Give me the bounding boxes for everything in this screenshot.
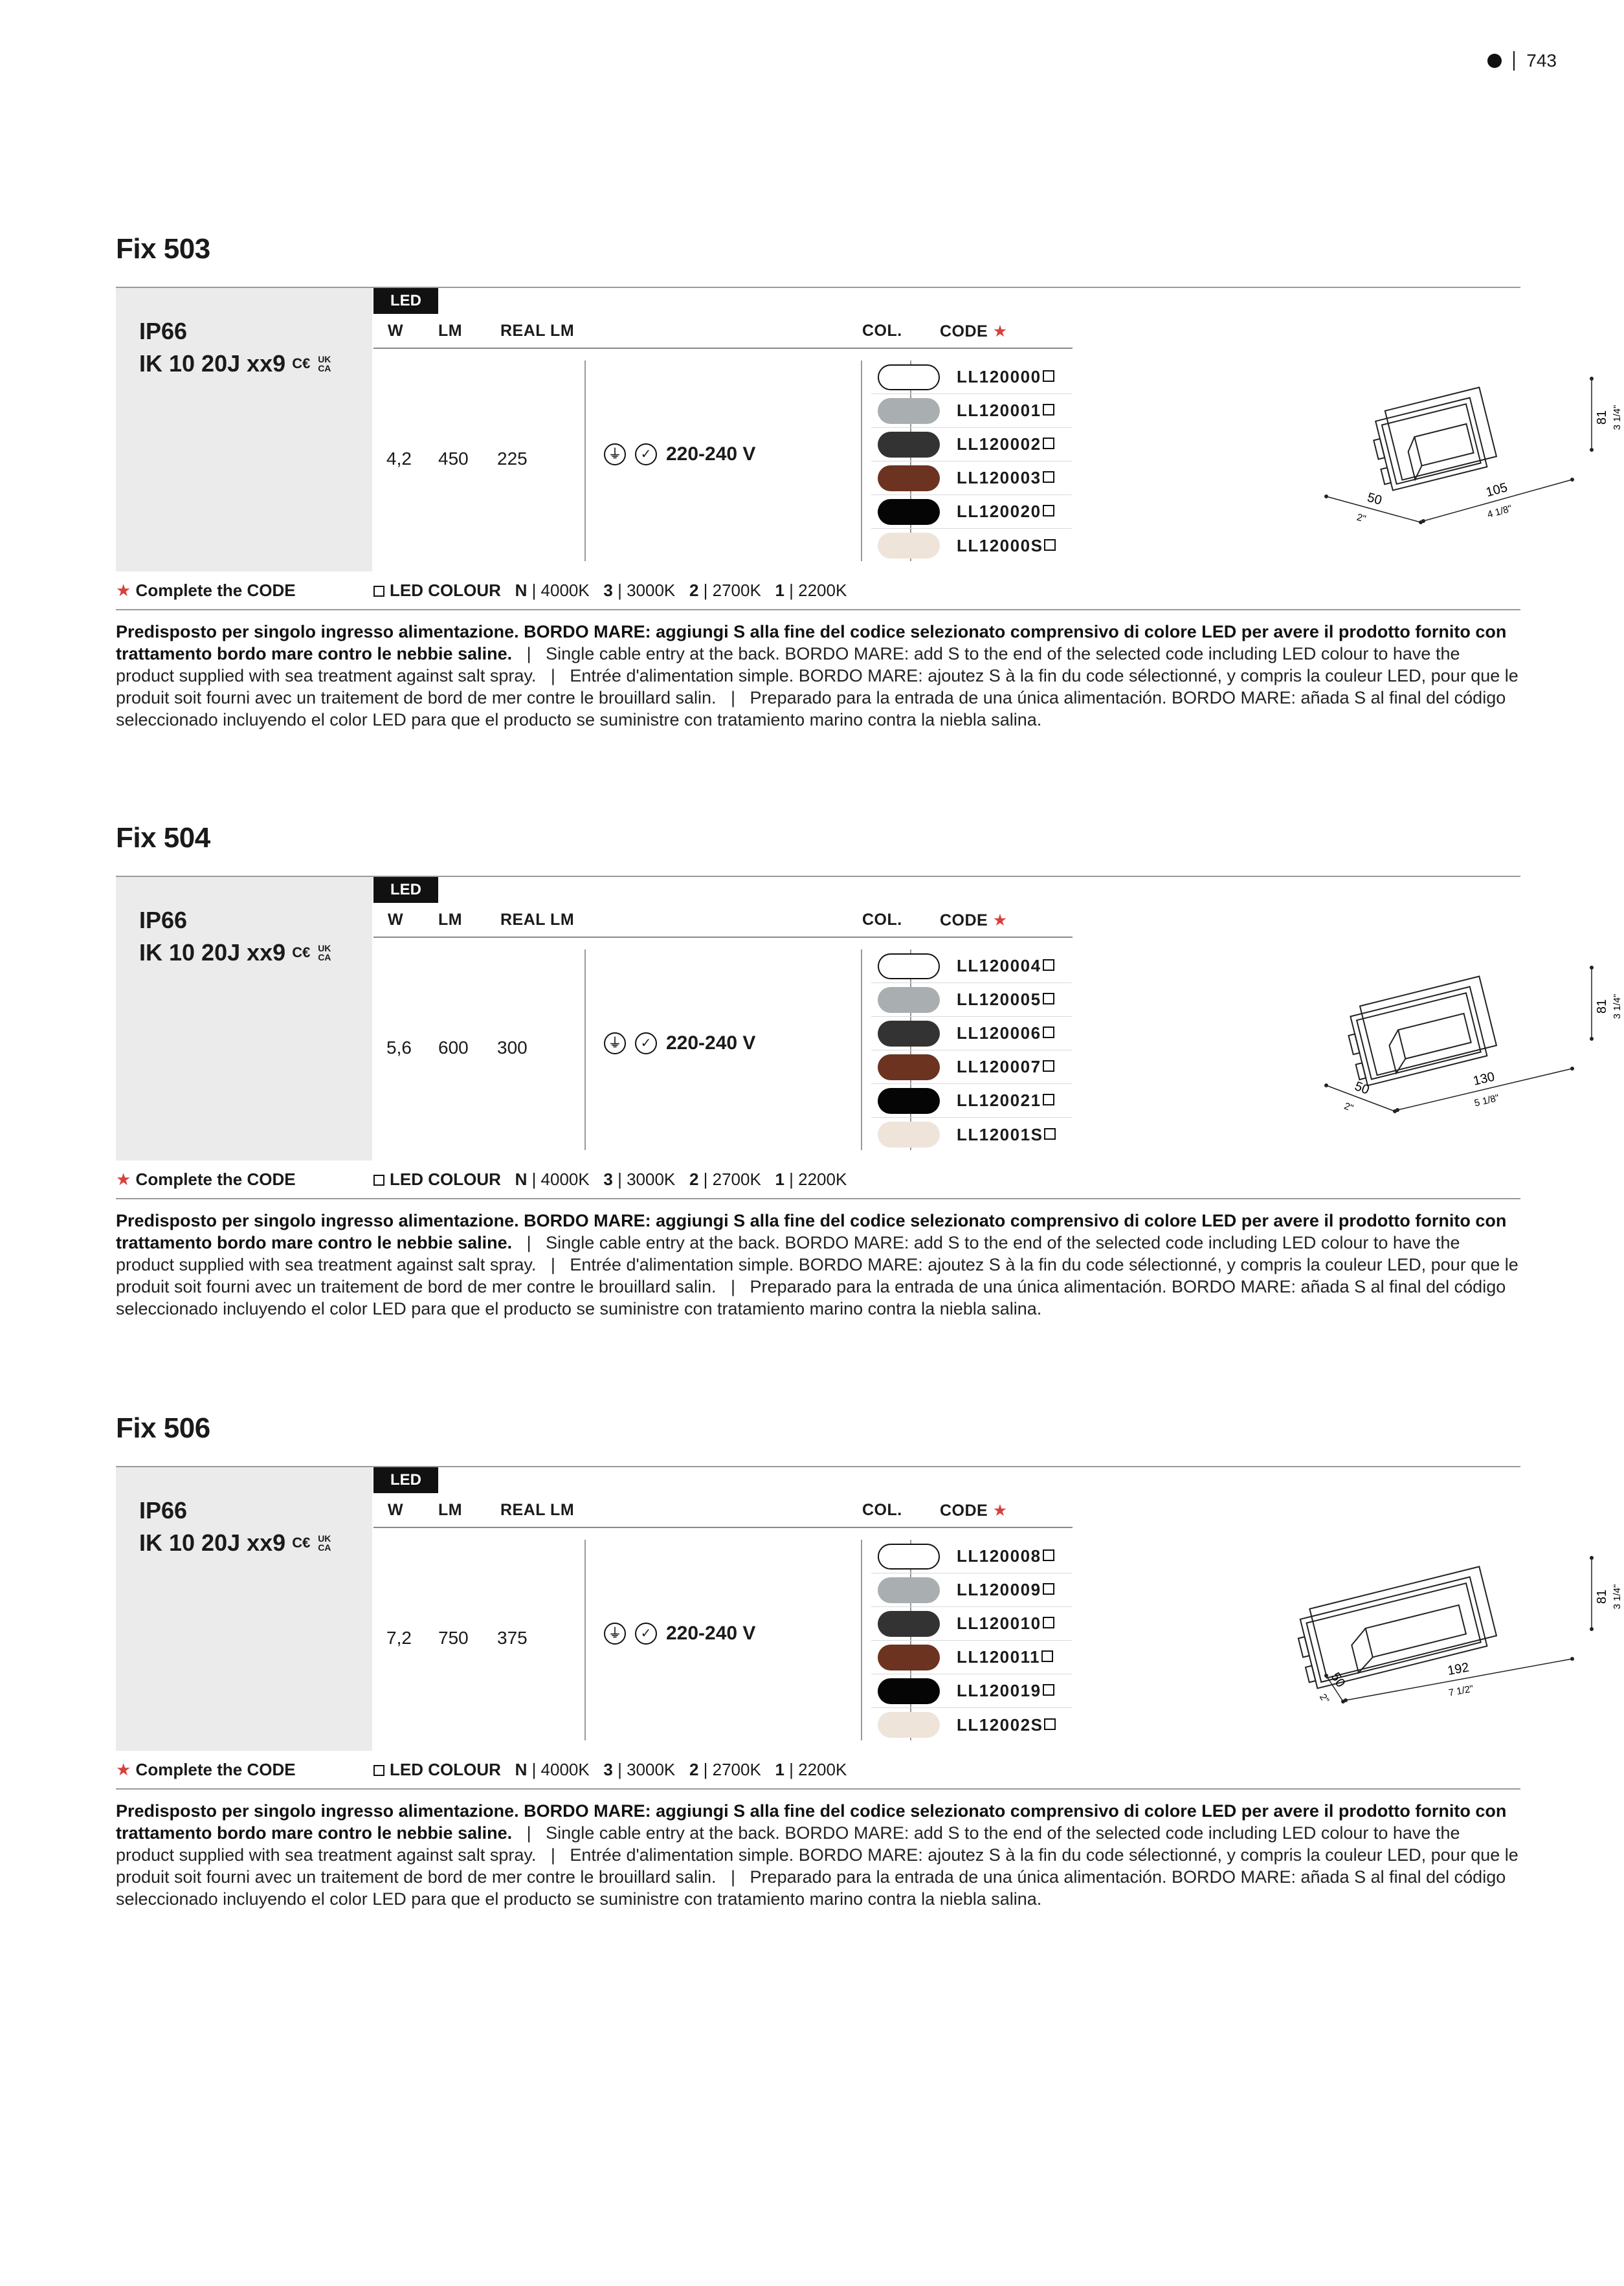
temp-code: N — [515, 580, 528, 600]
color-code-row — [871, 1674, 1072, 1708]
ce-mark-icon: C€ — [292, 1535, 311, 1551]
temp-label: | 2200K — [784, 580, 847, 600]
header-divider — [373, 1527, 1073, 1528]
ik-rating — [139, 937, 372, 969]
height-inch-label: 3 1/4" — [1612, 1584, 1623, 1610]
width-label: 192 — [1446, 1660, 1471, 1678]
product-title: Fix 504 — [116, 822, 210, 854]
dimension-lines — [1324, 966, 1623, 1114]
color-swatch — [878, 1544, 940, 1570]
column-divider — [584, 949, 586, 1150]
color-swatch — [878, 1678, 940, 1704]
color-swatch — [878, 398, 940, 424]
color-swatch — [878, 1054, 940, 1080]
product-code: LL120002 — [957, 434, 1054, 454]
col-header-real-lm: REAL LM — [500, 322, 575, 340]
desc-en: Single cable entry at the back. BORDO MARE: add S to the end of the selected code including LED colour to have the product supplied with sea treatment against salt spray. — [116, 1233, 1460, 1274]
product-drawing — [1313, 353, 1624, 553]
check-circle-icon: ✓ — [635, 443, 657, 465]
product-code: LL12002S — [957, 1715, 1056, 1735]
led-badge: LED — [373, 1467, 438, 1493]
code-suffix-box-icon — [1043, 1684, 1054, 1696]
spec-table — [116, 876, 1623, 1160]
desc-italian: Predisposto per singolo ingresso alimentazione. BORDO MARE: aggiungi S alla fine del codice selezionato comprensivo di colore LED per avere il prodotto fornito con trattamento bordo mare contro le nebbie saline. — [116, 622, 1507, 663]
width-inch-label: 4 1/8" — [1485, 503, 1513, 521]
product-code: LL120006 — [957, 1023, 1054, 1043]
height-inch-label: 3 1/4" — [1612, 993, 1623, 1019]
product-code: LL120005 — [957, 990, 1054, 1010]
led-colour-options — [373, 1170, 847, 1190]
temp-label: | 2700K — [698, 1759, 761, 1779]
col-header-w: W — [388, 1501, 404, 1519]
ip-rating: IP66 — [139, 1497, 188, 1524]
depth-label: 50 — [1328, 1670, 1348, 1691]
checkbox-icon — [373, 1175, 384, 1186]
product-code: LL120003 — [957, 468, 1054, 488]
description: Predisposto per singolo ingresso alimentazione. BORDO MARE: aggiungi S alla fine del codice selezionato comprensivo di colore LED per avere il prodotto fornito con trattamento bordo mare contro le nebbie saline. | Single cable entry at the back. BORDO MARE: add S to the end of the selected code including LED colour to have the product supplied with sea treatment against salt spray. | Entrée d'alimentation simple. BORDO MARE: ajoutez S à la fin du code sélectionné, y compris la couleur LED, pour que le produit soit fourni avec un traitement de bord de mer contre le brouillard salin. | Preparado para la entrada de una única alimentación. BORDO MARE: añada S al final del código seleccionado incluyendo el color LED para que el producto se suministre con tratamiento marino contra la niebla salina. — [116, 1211, 1518, 1318]
color-swatch — [878, 987, 940, 1013]
color-code-row — [871, 461, 1072, 495]
desc-fr: Entrée d'alimentation simple. BORDO MARE: ajoutez S à la fin du code sélectionné, y compris la couleur LED, pour que le produit soit fourni avec un traitement de bord de mer contre le brouillard salin. — [116, 1255, 1518, 1296]
check-circle-icon: ✓ — [635, 1623, 657, 1645]
color-code-row — [871, 1708, 1072, 1742]
col-header-code: CODE ★ — [940, 322, 1008, 340]
code-suffix-box-icon — [1043, 1060, 1054, 1072]
color-swatch — [878, 1645, 940, 1670]
led-colour-options — [373, 581, 847, 601]
column-divider — [861, 1540, 862, 1740]
depth-inch-label: 2" — [1317, 1692, 1331, 1705]
col-header-w: W — [388, 911, 404, 929]
desc-en: Single cable entry at the back. BORDO MARE: add S to the end of the selected code including LED colour to have the product supplied with sea treatment against salt spray. — [116, 1823, 1460, 1865]
ik-rating — [139, 348, 372, 380]
desc-fr: Entrée d'alimentation simple. BORDO MARE: ajoutez S à la fin du code sélectionné, y compris la couleur LED, pour que le produit soit fourni avec un traitement de bord de mer contre le brouillard salin. — [116, 1845, 1518, 1887]
page-header — [1487, 50, 1557, 71]
col-header-code: CODE ★ — [940, 1502, 1008, 1520]
col-header-col: COL. — [862, 322, 902, 340]
voltage-spec — [604, 1623, 755, 1645]
temp-code: N — [515, 1169, 528, 1189]
certification-box — [116, 288, 372, 572]
code-suffix-box-icon — [1043, 1549, 1054, 1561]
spec-table — [116, 1466, 1623, 1751]
desc-italian: Predisposto per singolo ingresso alimentazione. BORDO MARE: aggiungi S alla fine del codice selezionato comprensivo di colore LED per avere il prodotto fornito con trattamento bordo mare contro le nebbie saline. — [116, 1211, 1507, 1252]
color-code-row — [871, 949, 1072, 983]
temp-code: 3 — [603, 1759, 613, 1779]
col-header-col: COL. — [862, 911, 902, 929]
code-suffix-box-icon — [1043, 1026, 1054, 1038]
product-code: LL120021 — [957, 1091, 1054, 1111]
product-code: LL120008 — [957, 1546, 1054, 1566]
ukca-mark-icon: UK CA — [318, 354, 331, 373]
ukca-mark-icon: UK CA — [318, 1533, 331, 1553]
color-swatch — [878, 953, 940, 979]
code-suffix-box-icon — [1043, 404, 1054, 416]
product-section-2 — [116, 1409, 1623, 1910]
star-icon: ★ — [116, 580, 131, 600]
header-divider — [373, 348, 1073, 349]
star-icon: ★ — [992, 1502, 1008, 1520]
depth-label: 50 — [1352, 1079, 1372, 1098]
color-code-row — [871, 1084, 1072, 1118]
star-icon: ★ — [116, 1169, 131, 1189]
ik-rating — [139, 1527, 372, 1559]
col-header-real-lm: REAL LM — [500, 1501, 575, 1519]
col-header-real-lm: REAL LM — [500, 911, 575, 929]
temp-label: | 2200K — [784, 1759, 847, 1779]
col-header-lm: LM — [438, 911, 463, 929]
led-badge: LED — [373, 877, 438, 903]
temp-label: | 2700K — [698, 1169, 761, 1189]
code-builder-row — [116, 1160, 1520, 1199]
desc-es: Preparado para la entrada de una única alimentación. BORDO MARE: añada S al final del código seleccionado incluyendo el color LED para que el producto se suministre con tratamiento marino contra la niebla salina. — [116, 1277, 1506, 1318]
height-label: 81 — [1595, 1589, 1609, 1604]
color-code-row — [871, 983, 1072, 1017]
temp-label: | 4000K — [527, 1759, 590, 1779]
ip-rating: IP66 — [139, 907, 188, 933]
temp-label: | 2200K — [784, 1169, 847, 1189]
value-real-lm: 225 — [497, 449, 528, 469]
ce-mark-icon: C€ — [292, 944, 311, 960]
color-code-row — [871, 1118, 1072, 1151]
page-number: 743 — [1526, 50, 1557, 71]
product-code: LL120004 — [957, 956, 1054, 976]
led-badge: LED — [373, 288, 438, 314]
code-suffix-box-icon — [1044, 539, 1056, 551]
product-section-1 — [116, 819, 1623, 1320]
color-code-row — [871, 495, 1072, 529]
ik-text: IK 10 20J xx9 — [139, 1529, 286, 1556]
col-header-col: COL. — [862, 1501, 902, 1519]
depth-inch-label: 2" — [1355, 511, 1368, 525]
color-code-row — [871, 394, 1072, 428]
column-divider — [584, 1540, 586, 1740]
col-header-lm: LM — [438, 322, 463, 340]
color-swatch — [878, 1577, 940, 1603]
check-circle-icon: ✓ — [635, 1032, 657, 1054]
ik-text: IK 10 20J xx9 — [139, 350, 286, 377]
voltage-text: 220-240 V — [666, 1623, 756, 1644]
code-suffix-box-icon — [1044, 1718, 1056, 1730]
earth-ground-icon: ⏚ — [604, 443, 626, 465]
fixture-outline — [1342, 977, 1498, 1087]
temp-code: 1 — [775, 1759, 784, 1779]
earth-ground-icon: ⏚ — [604, 1623, 626, 1645]
col-header-code: CODE ★ — [940, 911, 1008, 929]
divider — [1513, 51, 1515, 71]
temp-code: 1 — [775, 1169, 784, 1189]
star-icon: ★ — [992, 322, 1008, 340]
color-swatch — [878, 1088, 940, 1114]
product-title: Fix 503 — [116, 233, 210, 265]
code-suffix-box-icon — [1043, 438, 1054, 449]
value-w: 7,2 — [386, 1628, 412, 1648]
code-suffix-box-icon — [1044, 1128, 1056, 1140]
color-code-row — [871, 1573, 1072, 1607]
product-code: LL12000S — [957, 536, 1056, 556]
product-section-0 — [116, 230, 1623, 731]
code-builder-row — [116, 1751, 1520, 1790]
code-suffix-box-icon — [1043, 993, 1054, 1004]
temp-label: | 3000K — [612, 1759, 676, 1779]
product-code: LL120010 — [957, 1614, 1054, 1634]
voltage-spec — [604, 1032, 755, 1054]
color-swatch — [878, 465, 940, 491]
product-code: LL120009 — [957, 1580, 1054, 1600]
value-w: 4,2 — [386, 449, 412, 469]
certification-box — [116, 877, 372, 1160]
color-code-list — [871, 949, 1072, 1151]
color-swatch — [878, 432, 940, 458]
temp-code: N — [515, 1759, 528, 1779]
color-swatch — [878, 533, 940, 559]
color-code-row — [871, 1050, 1072, 1084]
code-suffix-box-icon — [1043, 1094, 1054, 1105]
led-colour-label: LED COLOUR — [390, 580, 501, 600]
value-lm: 450 — [438, 449, 469, 469]
column-divider — [584, 361, 586, 561]
color-code-row — [871, 361, 1072, 394]
product-drawing — [1313, 1532, 1624, 1733]
value-lm: 600 — [438, 1038, 469, 1058]
desc-italian: Predisposto per singolo ingresso alimentazione. BORDO MARE: aggiungi S alla fine del codice selezionato comprensivo di colore LED per avere il prodotto fornito con trattamento bordo mare contro le nebbie saline. — [116, 1801, 1507, 1843]
ce-mark-icon: C€ — [292, 355, 311, 372]
ukca-mark-icon: UK CA — [318, 943, 331, 962]
height-label: 81 — [1595, 410, 1609, 425]
desc-en: Single cable entry at the back. BORDO MARE: add S to the end of the selected code including LED colour to have the product supplied with sea treatment against salt spray. — [116, 644, 1460, 685]
color-swatch — [878, 364, 940, 390]
col-header-w: W — [388, 322, 404, 340]
bullet-icon — [1487, 54, 1502, 68]
temp-label: | 3000K — [612, 1169, 676, 1189]
height-inch-label: 3 1/4" — [1612, 405, 1623, 430]
temp-code: 3 — [603, 1169, 613, 1189]
code-suffix-box-icon — [1043, 959, 1054, 971]
color-swatch — [878, 1611, 940, 1637]
led-colour-options — [373, 1760, 847, 1780]
desc-es: Preparado para la entrada de una única alimentación. BORDO MARE: añada S al final del código seleccionado incluyendo el color LED para que el producto se suministre con tratamiento marino contra la niebla salina. — [116, 688, 1506, 729]
product-code: LL120001 — [957, 401, 1054, 421]
fixture-outline — [1368, 388, 1498, 492]
color-swatch — [878, 1122, 940, 1148]
code-builder-row — [116, 572, 1520, 610]
code-suffix-box-icon — [1043, 505, 1054, 516]
temp-label: | 4000K — [527, 580, 590, 600]
depth-label: 50 — [1365, 490, 1384, 508]
width-inch-label: 5 1/8" — [1473, 1092, 1500, 1109]
product-drawing — [1313, 942, 1624, 1142]
code-suffix-box-icon — [1043, 370, 1054, 382]
product-code: LL120007 — [957, 1057, 1054, 1077]
color-code-row — [871, 1540, 1072, 1573]
temp-label: | 4000K — [527, 1169, 590, 1189]
width-label: 105 — [1484, 480, 1509, 500]
certification-box — [116, 1467, 372, 1751]
led-colour-label: LED COLOUR — [390, 1169, 501, 1189]
product-title: Fix 506 — [116, 1412, 210, 1444]
color-code-row — [871, 1641, 1072, 1674]
complete-code-label: ★ Complete the CODE — [116, 1169, 296, 1189]
checkbox-icon — [373, 586, 384, 597]
column-divider — [861, 361, 862, 561]
star-icon: ★ — [116, 1759, 131, 1779]
product-code: LL120000 — [957, 367, 1054, 387]
color-code-row — [871, 1017, 1072, 1050]
star-icon: ★ — [992, 911, 1008, 929]
desc-es: Preparado para la entrada de una única alimentación. BORDO MARE: añada S al final del código seleccionado incluyendo el color LED para que el producto se suministre con tratamiento marino contra la niebla salina. — [116, 1867, 1506, 1909]
spec-table — [116, 287, 1623, 572]
width-label: 130 — [1471, 1069, 1496, 1089]
value-lm: 750 — [438, 1628, 469, 1648]
temp-label: | 3000K — [612, 580, 676, 600]
voltage-spec — [604, 443, 755, 465]
temp-code: 1 — [775, 580, 784, 600]
complete-code-label: ★ Complete the CODE — [116, 1759, 296, 1779]
value-real-lm: 375 — [497, 1628, 528, 1648]
height-label: 81 — [1595, 999, 1609, 1014]
col-header-lm: LM — [438, 1501, 463, 1519]
product-code: LL120020 — [957, 502, 1054, 522]
description: Predisposto per singolo ingresso alimentazione. BORDO MARE: aggiungi S alla fine del codice selezionato comprensivo di colore LED per avere il prodotto fornito con trattamento bordo mare contro le nebbie saline. | Single cable entry at the back. BORDO MARE: add S to the end of the selected code including LED colour to have the product supplied with sea treatment against salt spray. | Entrée d'alimentation simple. BORDO MARE: ajoutez S à la fin du code sélectionné, y compris la couleur LED, pour que le produit soit fourni avec un traitement de bord de mer contre le brouillard salin. | Preparado para la entrada de una única alimentación. BORDO MARE: añada S al final del código seleccionado incluyendo el color LED para que el producto se suministre con tratamiento marino contra la niebla salina. — [116, 622, 1518, 729]
description: Predisposto per singolo ingresso alimentazione. BORDO MARE: aggiungi S alla fine del codice selezionato comprensivo di colore LED per avere il prodotto fornito con trattamento bordo mare contro le nebbie saline. | Single cable entry at the back. BORDO MARE: add S to the end of the selected code including LED colour to have the product supplied with sea treatment against salt spray. | Entrée d'alimentation simple. BORDO MARE: ajoutez S à la fin du code sélectionné, y compris la couleur LED, pour que le produit soit fourni avec un traitement de bord de mer contre le brouillard salin. | Preparado para la entrada de una única alimentación. BORDO MARE: añada S al final del código seleccionado incluyendo el color LED para que el producto se suministre con tratamiento marino contra la niebla salina. — [116, 1801, 1518, 1909]
code-suffix-box-icon — [1041, 1650, 1053, 1662]
complete-code-label: ★ Complete the CODE — [116, 580, 296, 600]
led-colour-label: LED COLOUR — [390, 1759, 501, 1779]
voltage-text: 220-240 V — [666, 443, 756, 465]
voltage-text: 220-240 V — [666, 1032, 756, 1054]
value-w: 5,6 — [386, 1038, 412, 1058]
code-suffix-box-icon — [1043, 1583, 1054, 1595]
earth-ground-icon: ⏚ — [604, 1032, 626, 1054]
depth-inch-label: 2" — [1342, 1100, 1355, 1115]
code-suffix-box-icon — [1043, 471, 1054, 483]
color-swatch — [878, 1021, 940, 1047]
width-inch-label: 7 1/2" — [1447, 1683, 1474, 1699]
temp-code: 2 — [689, 1169, 699, 1189]
temp-code: 3 — [603, 580, 613, 600]
code-suffix-box-icon — [1043, 1617, 1054, 1628]
color-code-row — [871, 529, 1072, 562]
desc-fr: Entrée d'alimentation simple. BORDO MARE: ajoutez S à la fin du code sélectionné, y compris la couleur LED, pour que le produit soit fourni avec un traitement de bord de mer contre le brouillard salin. — [116, 666, 1518, 707]
color-code-row — [871, 428, 1072, 461]
checkbox-icon — [373, 1765, 384, 1776]
color-swatch — [878, 499, 940, 525]
header-divider — [373, 937, 1073, 938]
temp-code: 2 — [689, 580, 699, 600]
product-code: LL12001S — [957, 1125, 1056, 1145]
temp-label: | 2700K — [698, 580, 761, 600]
color-swatch — [878, 1712, 940, 1738]
temp-code: 2 — [689, 1759, 699, 1779]
color-code-list — [871, 361, 1072, 562]
ik-text: IK 10 20J xx9 — [139, 939, 286, 966]
value-real-lm: 300 — [497, 1038, 528, 1058]
product-code: LL120019 — [957, 1681, 1054, 1701]
color-code-list — [871, 1540, 1072, 1742]
column-divider — [861, 949, 862, 1150]
product-code: LL120011 — [957, 1647, 1053, 1667]
ip-rating: IP66 — [139, 318, 188, 344]
color-code-row — [871, 1607, 1072, 1641]
